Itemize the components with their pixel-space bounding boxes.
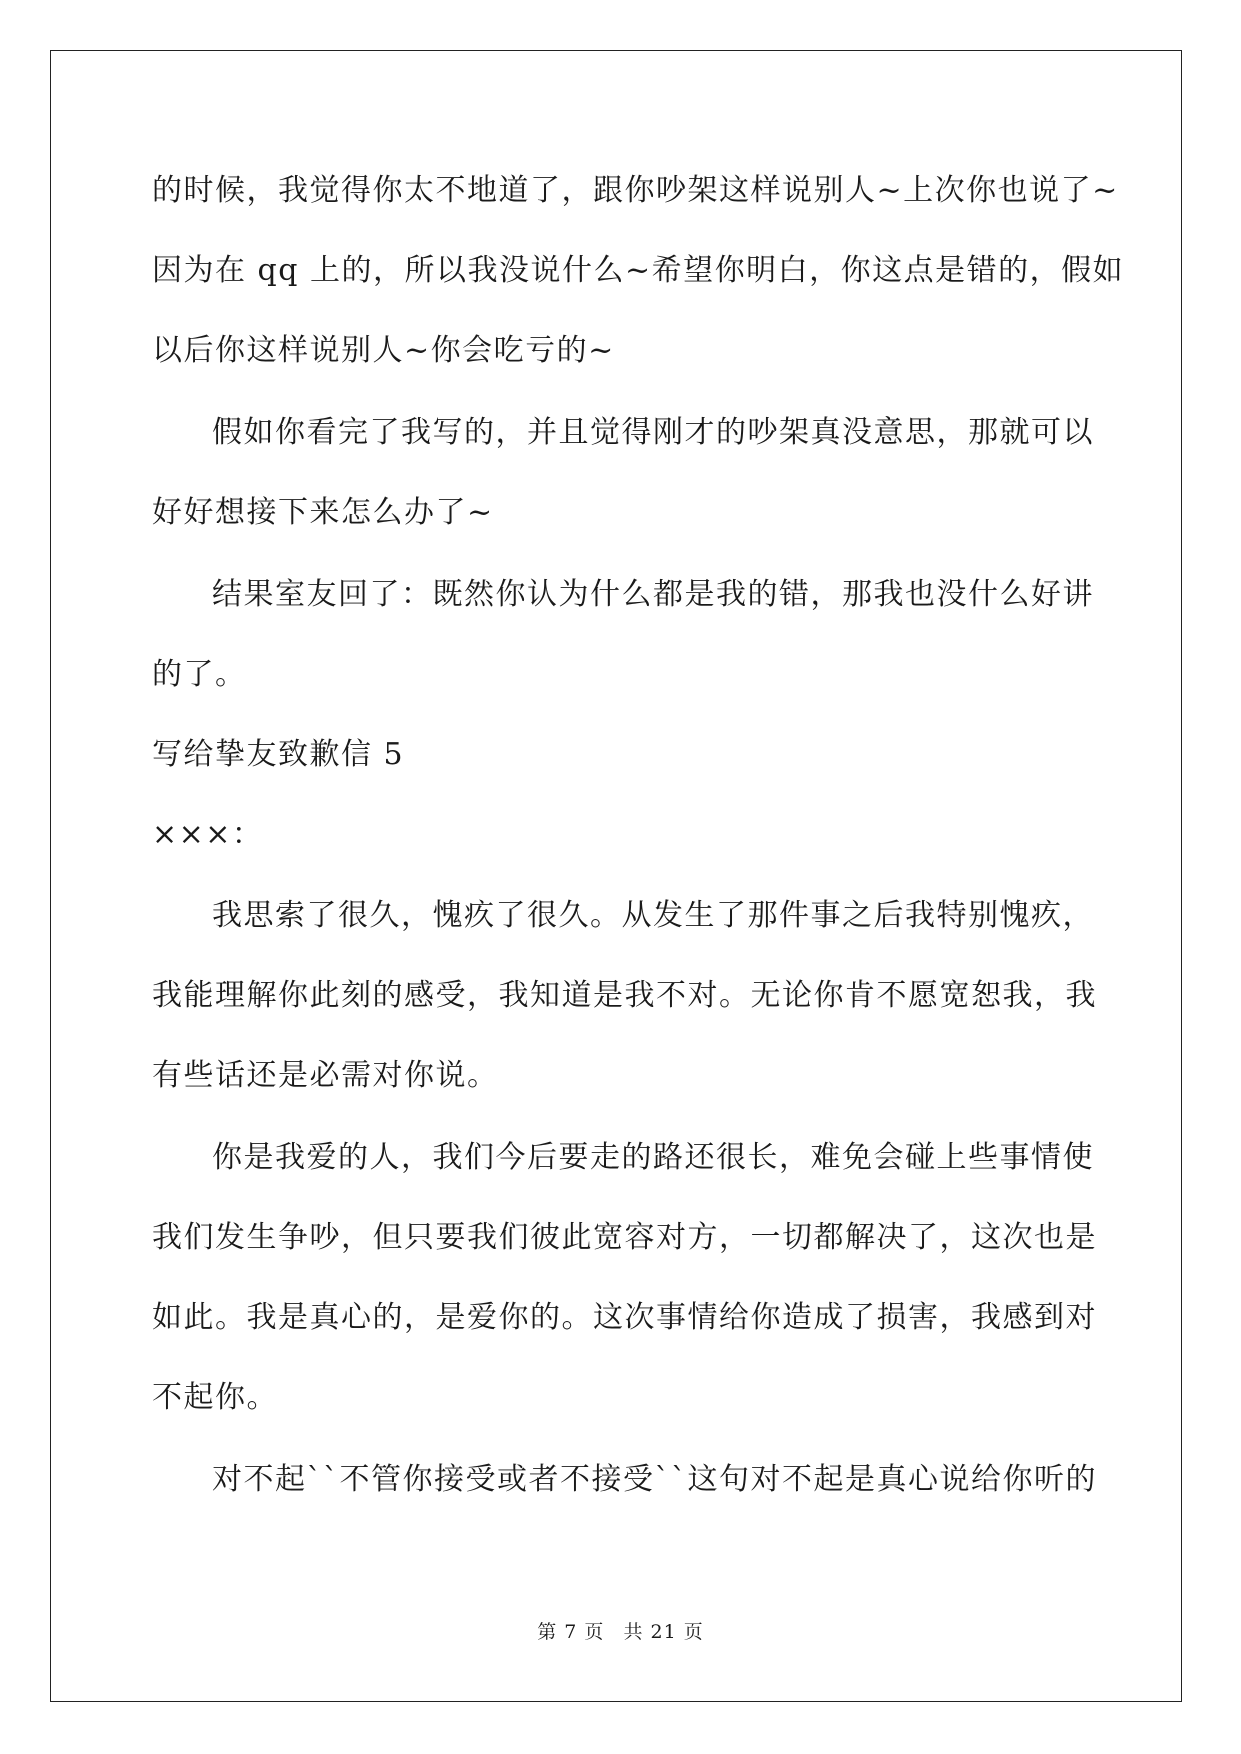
salutation: ×××：	[152, 817, 264, 852]
page-number: 第 7 页	[537, 1621, 605, 1643]
paragraph-start-line: 假如你看完了我写的，并且觉得刚才的吵架真没意思，那就可以	[212, 415, 1094, 450]
page-border	[50, 50, 1182, 1702]
paragraph-start-line: 你是我爱的人，我们今后要走的路还很长，难免会碰上些事情使	[212, 1140, 1094, 1175]
page-total: 共 21 页	[623, 1621, 704, 1643]
paragraph-start-line: 结果室友回了：既然你认为什么都是我的错，那我也没什么好讲	[212, 577, 1094, 612]
text-line: 不起你。	[152, 1380, 278, 1415]
text-line: 因为在 qq 上的，所以我没说什么~希望你明白，你这点是错的，假如	[152, 253, 1125, 288]
page-footer	[0, 1620, 1241, 1644]
text-line: 的了。	[152, 657, 247, 692]
paragraph-start-line: 对不起``不管你接受或者不接受``这句对不起是真心说给你听的	[212, 1462, 1097, 1497]
text-line: 以后你这样说别人~你会吃亏的~	[152, 333, 615, 368]
text-line: 我们发生争吵，但只要我们彼此宽容对方，一切都解决了，这次也是	[152, 1220, 1097, 1255]
section-heading: 写给挚友致歉信 5	[152, 737, 405, 772]
text-line: 我能理解你此刻的感受，我知道是我不对。无论你肯不愿宽恕我，我	[152, 978, 1097, 1013]
text-line: 有些话还是必需对你说。	[152, 1058, 499, 1093]
text-line: 的时候，我觉得你太不地道了，跟你吵架这样说别人~上次你也说了~	[152, 173, 1119, 208]
text-line: 如此。我是真心的，是爱你的。这次事情给你造成了损害，我感到对	[152, 1300, 1097, 1335]
paragraph-start-line: 我思索了很久，愧疚了很久。从发生了那件事之后我特别愧疚，	[212, 898, 1094, 933]
text-line: 好好想接下来怎么办了~	[152, 495, 494, 530]
